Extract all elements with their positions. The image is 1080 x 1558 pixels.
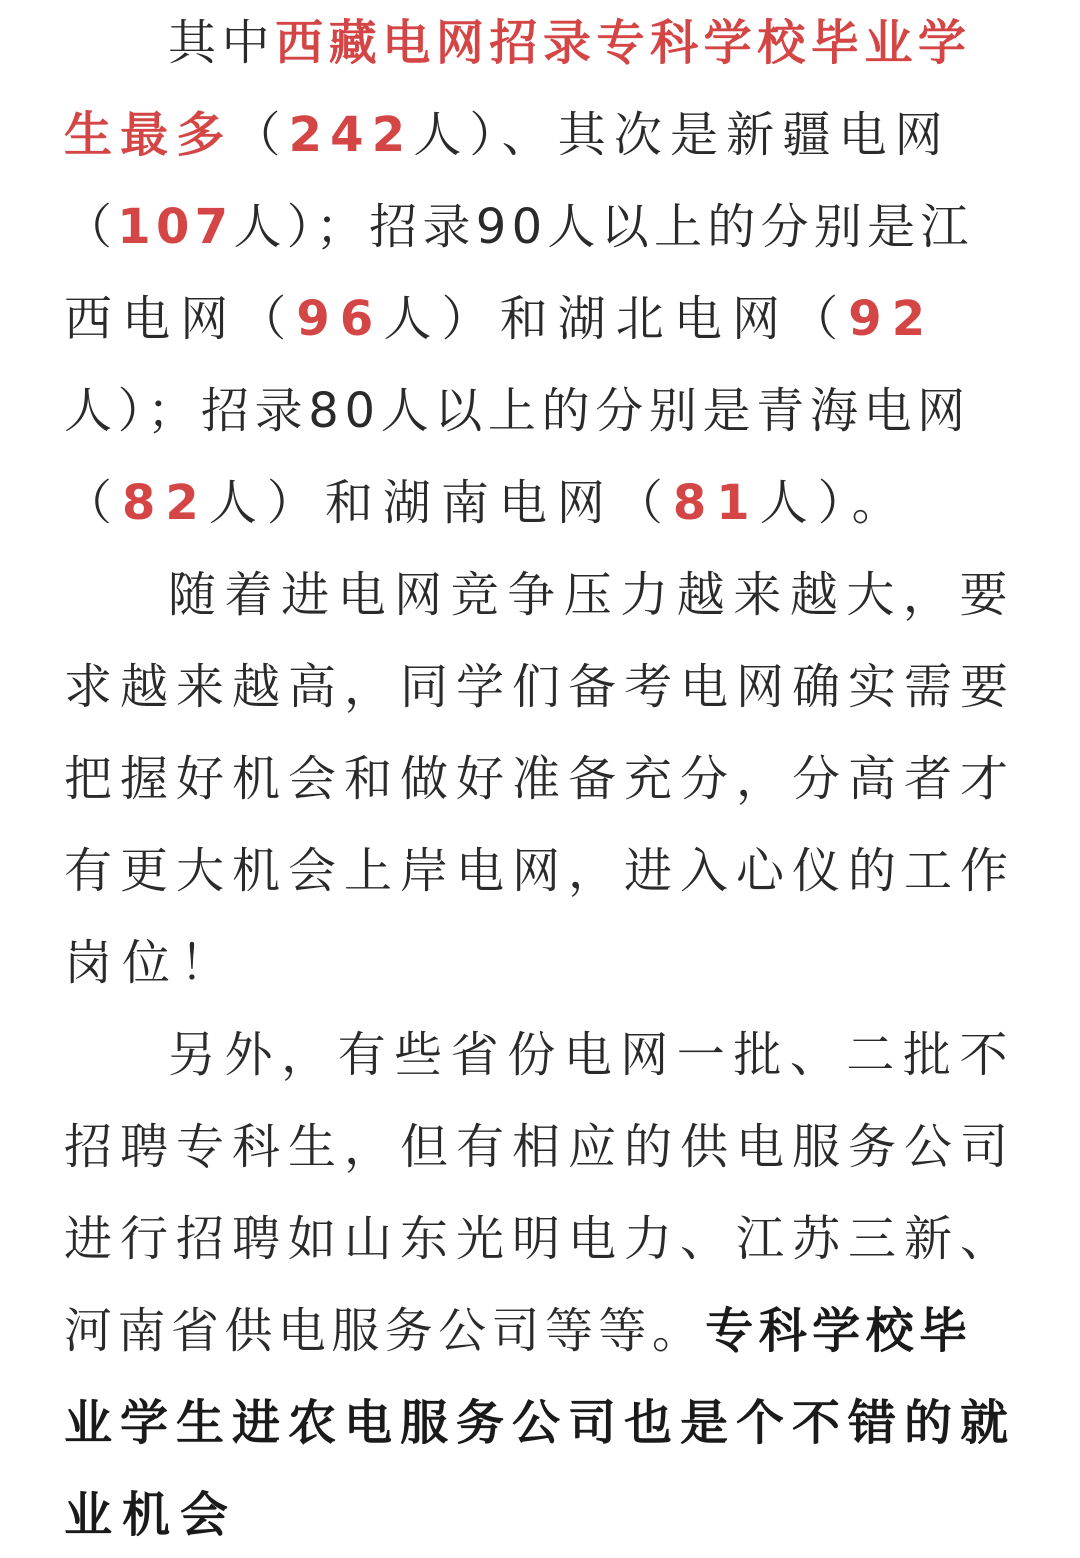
- p3-line-4: [64, 1296, 1016, 1366]
- p3-line-5: 业学生进农电服务公司也是个不错的就: [64, 1395, 1016, 1451]
- p1-line-2: [64, 100, 1016, 170]
- p1-line-4-text1: 西电网（: [64, 291, 297, 347]
- p1-line-2-rest: 人）、其次是新疆电网: [413, 107, 951, 163]
- p1-line-5: [64, 376, 1016, 446]
- p2-line-4: 有更大机会上岸电网，进入心仪的工作: [64, 843, 1016, 899]
- p3-line-2: 招聘专科生，但有相应的供电服务公司: [64, 1119, 1016, 1175]
- p1-line-4: [64, 284, 1016, 354]
- p1-num-82: 82: [122, 475, 209, 531]
- p1-num-81: 81: [672, 475, 760, 531]
- p1-open-paren-3: （: [64, 475, 123, 531]
- p3-line-4-normal: 河南省供电服务公司等等。: [64, 1303, 706, 1359]
- p2-line-1: 随着进电网竞争压力越来越大，要: [168, 567, 1016, 623]
- p1-num-96: 96: [296, 291, 384, 347]
- p1-line-4-text2: 人）和湖北电网（: [383, 291, 849, 347]
- p1-line-6-text1: 人）和湖南电网（: [208, 475, 673, 531]
- p1-open-paren: （: [232, 107, 289, 163]
- p1-line-3-rest: 人）；招录90人以上的分别是江: [233, 199, 974, 255]
- p3-line-6: 业机会: [64, 1487, 239, 1543]
- p2-line-5: 岗位！: [64, 935, 239, 991]
- p1-highlight-most: 生最多: [64, 107, 233, 163]
- p1-num-92: 92: [848, 291, 936, 347]
- p1-num-107: 107: [117, 199, 234, 255]
- p2-line-3: 把握好机会和做好准备充分，分高者才: [64, 751, 1016, 807]
- p1-line-6: [64, 468, 1016, 538]
- p1-line-1: [64, 8, 1016, 78]
- p1-line-3: [64, 192, 1016, 262]
- p1-num-242: 242: [288, 107, 414, 163]
- p2-line-2: 求越来越高，同学们备考电网确实需要: [64, 659, 1016, 715]
- p3-line-1: 另外，有些省份电网一批、二批不: [168, 1027, 1016, 1083]
- p1-line-1-normal: 其中: [168, 15, 276, 71]
- p3-line-3: 进行招聘如山东光明电力、江苏三新、: [64, 1211, 1016, 1267]
- p1-highlight-xizang: 西藏电网招录专科学校毕业学: [275, 15, 972, 71]
- p1-line-5-text: 人）；招录80人以上的分别是青海电网: [64, 383, 971, 439]
- p3-line-4-bold: 专科学校毕: [705, 1303, 973, 1359]
- p1-line-6-text2: 人）。: [759, 475, 910, 531]
- p1-open-paren-2: （: [64, 199, 118, 255]
